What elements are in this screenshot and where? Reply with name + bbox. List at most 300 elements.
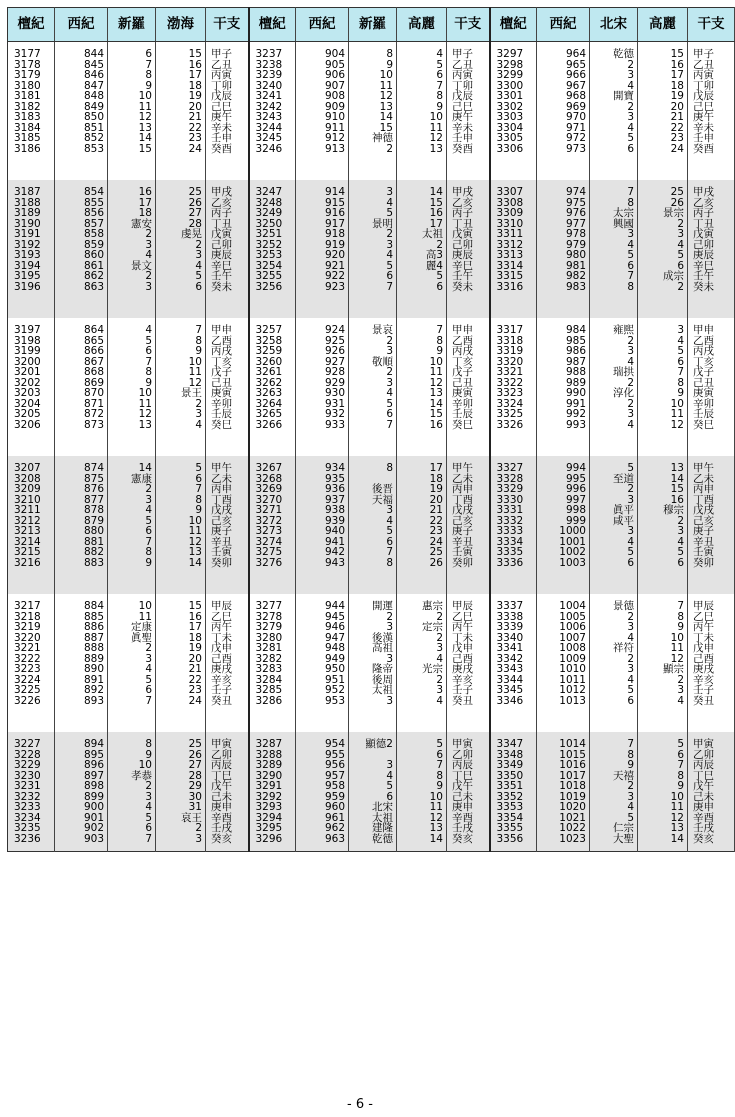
table-cell: 6 [108,823,156,834]
column-header: 西紀 [55,8,108,42]
table-cell: 3285 [249,685,296,696]
table-cell: 937 [296,495,349,506]
table-cell: 戊戌 [206,505,249,516]
table-cell: 癸酉 [447,144,490,155]
table-cell: 960 [296,802,349,813]
table-cell: 921 [296,261,349,272]
table-cell: 3349 [490,760,537,771]
table-cell: 2 [638,516,688,527]
table-cell: 1020 [537,802,590,813]
table-cell: 甲午 [206,463,249,474]
table-cell: 4 [108,505,156,516]
table-cell: 3246 [249,144,296,155]
table-cell: 8 [156,336,206,347]
table-cell: 867 [55,357,108,368]
table-cell: 4 [590,357,638,368]
table-cell: 3191 [8,229,55,240]
table-cell: 973 [537,144,590,155]
table-cell: 戊寅 [688,229,735,240]
table-cell: 992 [537,409,590,420]
table-cell: 905 [296,60,349,71]
table-cell: 7 [108,357,156,368]
table-cell: 3334 [490,537,537,548]
table-cell: 18 [156,81,206,92]
table-cell: 943 [296,558,349,569]
table-cell: 8 [108,367,156,378]
table-row [8,823,735,834]
table-cell: 3237 [249,49,296,60]
table-cell: 2 [108,271,156,282]
table-cell: 8 [108,739,156,750]
table-cell: 14 [108,463,156,474]
table-cell: 3259 [249,346,296,357]
table-cell: 11 [638,802,688,813]
table-cell: 17 [108,198,156,209]
table-cell: 戊午 [447,781,490,792]
table-cell: 945 [296,612,349,623]
table-cell: 5 [349,526,397,537]
table-cell: 3189 [8,208,55,219]
table-cell: 9 [590,760,638,771]
table-cell: 869 [55,378,108,389]
table-cell: 9 [156,505,206,516]
table-cell: 己卯 [688,240,735,251]
table-cell: 19 [156,91,206,102]
table-cell: 11 [397,802,447,813]
table-cell: 980 [537,250,590,261]
table-cell: 乙亥 [447,198,490,209]
table-cell: 2 [590,781,638,792]
table-cell: 甲申 [206,325,249,336]
table-cell: 5 [590,133,638,144]
table-cell: 853 [55,144,108,155]
table-cell: 2 [108,229,156,240]
table-cell: 863 [55,282,108,293]
table-cell: 惠宗 [397,601,447,612]
table-row [8,484,735,495]
table-cell: 23 [638,133,688,144]
table-cell: 辛酉 [447,813,490,824]
table-cell: 丁酉 [206,495,249,506]
table-cell: 2 [397,240,447,251]
table-cell: 22 [397,516,447,527]
table-cell: 986 [537,346,590,357]
table-cell: 3185 [8,133,55,144]
table-cell: 3341 [490,643,537,654]
table-cell: 3346 [490,696,537,707]
table-cell: 庚辰 [206,250,249,261]
table-cell: 3 [590,495,638,506]
table-row [8,102,735,113]
table-cell: 3322 [490,378,537,389]
column-header: 高麗 [638,8,688,42]
table-cell: 7 [156,325,206,336]
table-row [8,409,735,420]
table-cell: 1011 [537,675,590,686]
column-header: 新羅 [108,8,156,42]
table-cell: 898 [55,781,108,792]
table-cell: 21 [397,505,447,516]
table-cell: 14 [397,187,447,198]
table-cell: 873 [55,420,108,431]
table-cell: 965 [537,60,590,71]
table-cell: 庚申 [206,802,249,813]
table-cell: 甲寅 [447,739,490,750]
table-cell: 3284 [249,675,296,686]
table-cell: 丙申 [206,484,249,495]
table-cell: 麗4 [397,261,447,272]
table-cell: 941 [296,537,349,548]
table-cell: 5 [108,336,156,347]
table-row [8,474,735,485]
table-cell: 902 [55,823,108,834]
table-cell: 3215 [8,547,55,558]
table-cell: 3 [590,409,638,420]
table-cell: 8 [590,750,638,761]
table-cell: 8 [349,558,397,569]
table-row [8,612,735,623]
table-cell: 開寶 [590,91,638,102]
table-cell: 辛卯 [206,399,249,410]
table-cell: 1021 [537,813,590,824]
table-cell: 3311 [490,229,537,240]
table-cell: 19 [156,643,206,654]
table-cell: 3228 [8,750,55,761]
table-cell: 11 [108,399,156,410]
table-cell: 辛未 [688,123,735,134]
table-cell: 3204 [8,399,55,410]
table-cell: 丙子 [206,208,249,219]
table-cell: 虔晃 [156,229,206,240]
table-cell: 甲申 [447,325,490,336]
table-cell: 3260 [249,357,296,368]
table-cell: 979 [537,240,590,251]
table-cell: 3317 [490,325,537,336]
table-row [8,123,735,134]
table-cell: 29 [156,781,206,792]
table-cell: 癸丑 [447,696,490,707]
table-cell: 3297 [490,49,537,60]
table-row [8,750,735,761]
table-cell: 923 [296,282,349,293]
table-cell: 3336 [490,558,537,569]
table-cell: 乙酉 [688,336,735,347]
table-cell: 3248 [249,198,296,209]
table-cell: 997 [537,495,590,506]
table-cell: 景德 [590,601,638,612]
table-cell: 868 [55,367,108,378]
table-cell: 17 [638,70,688,81]
table-cell: 3 [156,834,206,845]
table-cell: 18 [397,474,447,485]
table-cell: 庚辰 [447,250,490,261]
table-cell: 丙辰 [206,760,249,771]
table-cell: 4 [590,240,638,251]
table-cell: 3193 [8,250,55,261]
table-cell: 4 [108,664,156,675]
table-cell: 953 [296,696,349,707]
table-cell: 909 [296,102,349,113]
table-cell: 3178 [8,60,55,71]
table-cell: 丁丑 [688,219,735,230]
table-cell: 970 [537,112,590,123]
table-cell: 935 [296,474,349,485]
table-cell: 28 [156,771,206,782]
table-cell: 8 [108,547,156,558]
table-cell: 丙子 [688,208,735,219]
table-cell: 3333 [490,526,537,537]
table-cell: 8 [397,771,447,782]
table-cell: 12 [638,420,688,431]
table-cell: 顯德2 [349,739,397,750]
table-cell: 9 [397,781,447,792]
spacer-row [8,430,735,456]
table-cell: 999 [537,516,590,527]
table-cell: 3298 [490,60,537,71]
table-cell: 3 [108,240,156,251]
table-cell: 8 [397,336,447,347]
table-cell: 3 [397,643,447,654]
table-cell: 15 [397,409,447,420]
table-cell: 8 [590,282,638,293]
table-cell: 戊申 [688,643,735,654]
table-cell: 3218 [8,612,55,623]
table-cell: 乙未 [688,474,735,485]
table-cell: 12 [397,133,447,144]
table-cell: 2 [349,336,397,347]
column-header: 西紀 [296,8,349,42]
table-cell: 癸巳 [688,420,735,431]
table-cell: 2 [108,781,156,792]
table-cell: 丙午 [447,622,490,633]
table-cell: 1003 [537,558,590,569]
table-cell: 癸未 [206,282,249,293]
table-cell: 3307 [490,187,537,198]
table-cell: 855 [55,198,108,209]
table-row [8,601,735,612]
table-cell: 3207 [8,463,55,474]
table-cell: 15 [397,198,447,209]
table-cell: 5 [156,463,206,474]
table-cell: 6 [349,537,397,548]
table-cell: 1006 [537,622,590,633]
table-cell: 戊辰 [447,91,490,102]
table-cell: 1001 [537,537,590,548]
table-cell: 3294 [249,813,296,824]
table-cell: 3286 [249,696,296,707]
table-cell: 憲安 [108,219,156,230]
table-cell: 4 [349,771,397,782]
table-cell: 3255 [249,271,296,282]
table-cell: 8 [397,91,447,102]
table-cell: 7 [349,282,397,293]
table-cell: 4 [349,250,397,261]
table-cell: 甲午 [447,463,490,474]
table-cell: 3208 [8,474,55,485]
table-cell: 3 [638,229,688,240]
table-cell: 2 [590,378,638,389]
table-cell: 3351 [490,781,537,792]
table-cell: 4 [590,420,638,431]
table-cell: 2 [638,219,688,230]
table-cell: 3183 [8,112,55,123]
table-cell: 3296 [249,834,296,845]
table-cell: 3272 [249,516,296,527]
table-cell: 2 [349,229,397,240]
column-header: 高麗 [397,8,447,42]
table-cell: 850 [55,112,108,123]
table-cell: 916 [296,208,349,219]
table-cell: 861 [55,261,108,272]
table-cell: 3 [590,622,638,633]
table-cell: 庚子 [206,526,249,537]
table-cell: 3308 [490,198,537,209]
table-cell: 穆宗 [638,505,688,516]
table-cell: 22 [156,123,206,134]
table-cell: 982 [537,271,590,282]
table-cell: 15 [638,49,688,60]
spacer-row [8,706,735,732]
table-cell: 3256 [249,282,296,293]
table-cell: 丙申 [447,484,490,495]
table-cell: 990 [537,388,590,399]
table-cell: 壬申 [688,133,735,144]
table-cell: 904 [296,49,349,60]
table-cell: 仁宗 [590,823,638,834]
table-cell: 定康 [108,622,156,633]
table-cell: 9 [638,622,688,633]
table-cell: 927 [296,357,349,368]
table-cell: 3327 [490,463,537,474]
table-row [8,60,735,71]
table-cell: 癸酉 [688,144,735,155]
table-cell: 865 [55,336,108,347]
table-cell: 918 [296,229,349,240]
table-cell: 3197 [8,325,55,336]
table-cell: 9 [108,558,156,569]
table-cell: 11 [156,367,206,378]
table-cell: 丁未 [447,633,490,644]
table-cell: 憲康 [108,474,156,485]
table-cell: 903 [55,834,108,845]
table-cell: 880 [55,526,108,537]
table-cell: 6 [349,792,397,803]
table-cell: 3324 [490,399,537,410]
table-cell: 978 [537,229,590,240]
table-cell: 849 [55,102,108,113]
table-cell: 18 [638,81,688,92]
table-cell: 丁未 [688,633,735,644]
table-cell: 光宗 [397,664,447,675]
table-cell: 6 [397,282,447,293]
table-cell: 2 [590,399,638,410]
table-cell: 3267 [249,463,296,474]
table-cell: 995 [537,474,590,485]
table-cell: 20 [638,102,688,113]
table-cell: 3217 [8,601,55,612]
table-cell: 3328 [490,474,537,485]
table-cell: 辛酉 [688,813,735,824]
table-cell: 3342 [490,654,537,665]
table-cell: 27 [156,760,206,771]
table-cell: 2 [108,643,156,654]
table-cell: 878 [55,505,108,516]
table-cell: 3274 [249,537,296,548]
table-cell: 13 [397,388,447,399]
table-cell: 974 [537,187,590,198]
table-cell: 3254 [249,261,296,272]
table-cell: 917 [296,219,349,230]
table-cell: 3280 [249,633,296,644]
table-cell: 癸亥 [688,834,735,845]
table-cell: 眞平 [590,505,638,516]
table-cell: 壬辰 [688,409,735,420]
table-cell: 癸丑 [688,696,735,707]
table-cell: 乙酉 [206,336,249,347]
table-cell: 3 [108,792,156,803]
table-cell: 968 [537,91,590,102]
table-cell: 967 [537,81,590,92]
table-cell: 3 [638,526,688,537]
table-cell: 13 [156,547,206,558]
table-cell: 淳化 [590,388,638,399]
table-cell: 20 [156,654,206,665]
table-cell: 3 [349,760,397,771]
table-cell: 癸丑 [206,696,249,707]
table-cell: 辛未 [206,123,249,134]
table-cell: 3337 [490,601,537,612]
table-cell: 3258 [249,336,296,347]
table-cell: 壬申 [206,133,249,144]
table-cell: 957 [296,771,349,782]
table-cell: 3335 [490,547,537,558]
table-cell: 889 [55,654,108,665]
table-cell: 己丑 [688,378,735,389]
table-row [8,336,735,347]
table-row [8,643,735,654]
table-cell: 969 [537,102,590,113]
table-cell: 926 [296,346,349,357]
table-cell: 景哀 [349,325,397,336]
table-cell: 3209 [8,484,55,495]
table-cell: 11 [108,612,156,623]
table-cell: 942 [296,547,349,558]
table-cell: 3 [590,70,638,81]
table-cell: 3220 [8,633,55,644]
table-cell: 22 [156,675,206,686]
table-cell: 辛巳 [447,261,490,272]
table-cell: 3212 [8,516,55,527]
table-cell: 10 [108,388,156,399]
table-cell: 996 [537,484,590,495]
table-cell: 6 [638,750,688,761]
table-cell: 6 [108,49,156,60]
table-cell: 9 [638,388,688,399]
table-cell: 1015 [537,750,590,761]
table-cell: 23 [156,133,206,144]
table-body [8,8,735,852]
table-cell: 戊申 [206,643,249,654]
table-cell: 3 [349,505,397,516]
table-cell: 乾德 [349,834,397,845]
table-cell: 咸平 [590,516,638,527]
table-row [8,325,735,336]
table-cell: 3319 [490,346,537,357]
table-cell: 3 [590,346,638,357]
table-cell: 3222 [8,654,55,665]
table-cell: 15 [108,144,156,155]
table-cell: 3277 [249,601,296,612]
